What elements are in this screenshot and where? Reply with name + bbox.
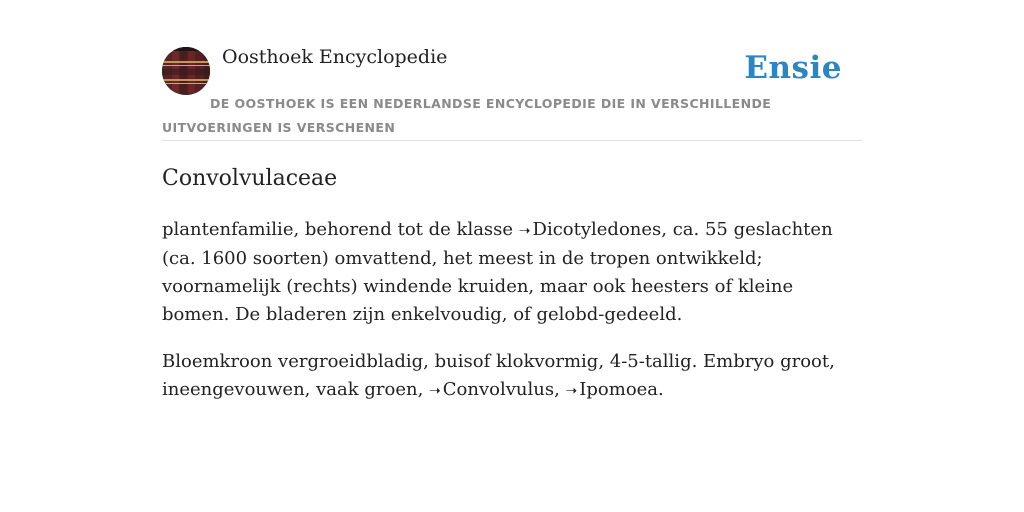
paragraph-text: , ca. 55 geslachten (ca. 1600 soorten) omvattend, het meest in de tropen ontwikkeld; voornamelijk (rechts) windende kruiden, maar ook heesters of kleine bomen. De bladeren zijn enkelvoudig, of gelobd-gedeeld. — [162, 219, 833, 325]
xref-label: Ipomoea — [579, 379, 659, 400]
entry-article — [162, 162, 862, 424]
xref-link-ipomoea[interactable] — [566, 379, 659, 400]
entry-paragraph-2 — [162, 348, 862, 405]
entry-title: Convolvulaceae — [162, 166, 338, 191]
paragraph-text: plantenfamilie, behorend tot de klasse — [162, 219, 519, 240]
source-avatar[interactable] — [162, 47, 210, 95]
paragraph-text: . — [658, 379, 664, 400]
xref-label: Convolvulus — [442, 379, 555, 400]
xref-link-convolvulus[interactable] — [429, 379, 554, 400]
ensie-logo-link[interactable]: Ensie — [744, 50, 842, 86]
arrow-right-icon: ➝ — [429, 383, 441, 399]
entry-paragraph-1 — [162, 216, 862, 329]
source-name[interactable]: Oosthoek Encyclopedie — [222, 46, 448, 68]
paragraph-text: , — [554, 379, 566, 400]
source-tagline: DE OOSTHOEK IS EEN NEDERLANDSE ENCYCLOPEDIE DIE IN VERSCHILLENDE UITVOERINGEN IS VERSCHENEN — [162, 96, 772, 135]
xref-link-dicotyledones[interactable] — [519, 219, 662, 240]
arrow-right-icon: ➝ — [518, 223, 531, 239]
book-spines-icon — [162, 47, 210, 95]
source-header — [162, 44, 862, 141]
arrow-right-icon: ➝ — [565, 383, 578, 399]
paragraph-text: Bloemkroon vergroeidbladig, buisof klokvormig, 4-5-tallig. Embryo groot, ineengevouwen, vaak groen, — [162, 351, 835, 400]
xref-label: Dicotyledones — [532, 219, 662, 240]
